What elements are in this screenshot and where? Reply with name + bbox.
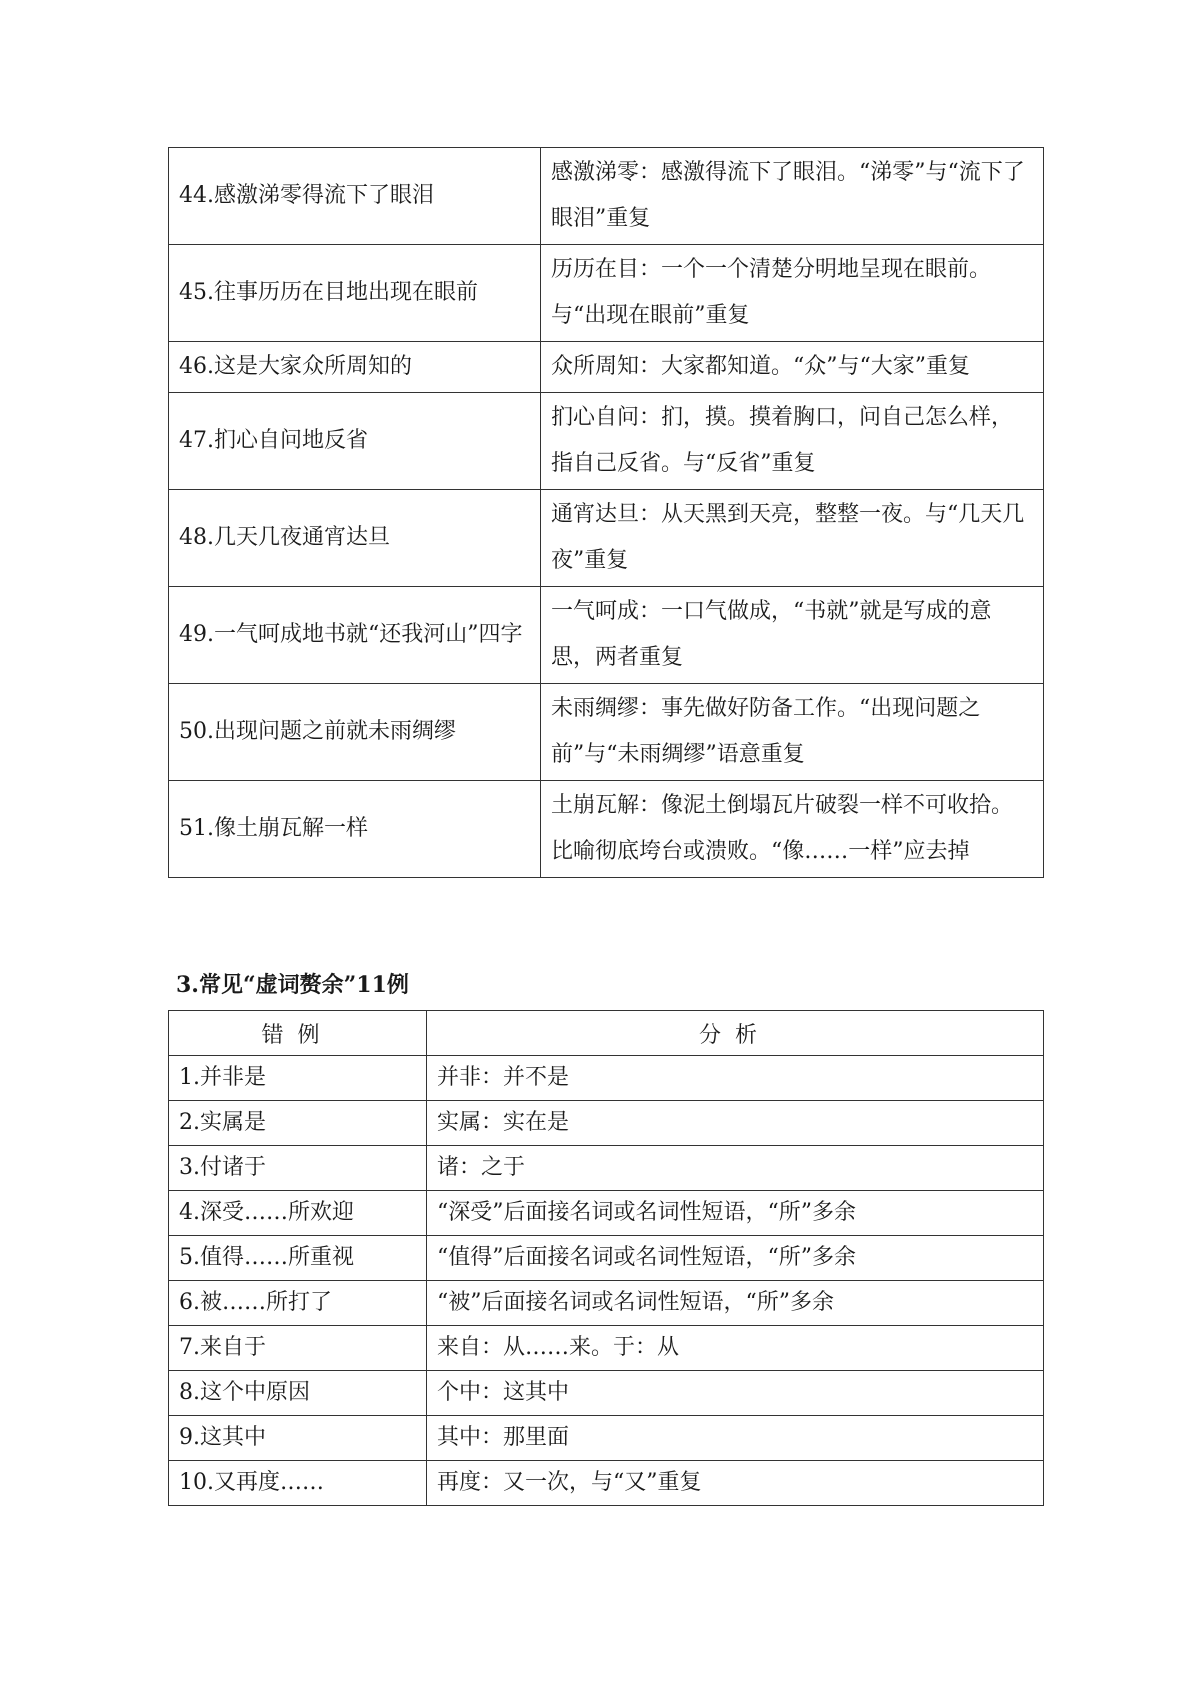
example-cell: 3.付诸于 — [169, 1146, 427, 1191]
analysis-cell: 众所周知：大家都知道。“众”与“大家”重复 — [541, 342, 1044, 393]
analysis-cell: 并非：并不是 — [427, 1056, 1044, 1101]
example-cell: 1.并非是 — [169, 1056, 427, 1101]
analysis-cell: 通宵达旦：从天黑到天亮，整整一夜。与“几天几夜”重复 — [541, 490, 1044, 587]
example-cell: 7.来自于 — [169, 1326, 427, 1371]
example-cell: 45.往事历历在目地出现在眼前 — [169, 245, 541, 342]
table-row — [169, 490, 1044, 587]
analysis-cell: 其中：那里面 — [427, 1416, 1044, 1461]
analysis-cell: 诸：之于 — [427, 1146, 1044, 1191]
analysis-cell: 再度：又一次，与“又”重复 — [427, 1461, 1044, 1506]
example-cell: 2.实属是 — [169, 1101, 427, 1146]
redundancy-table — [168, 147, 1044, 878]
analysis-cell: 未雨绸缪：事先做好防备工作。“出现问题之前”与“未雨绸缪”语意重复 — [541, 684, 1044, 781]
table-row — [169, 781, 1044, 878]
table-row — [169, 1281, 1044, 1326]
example-cell: 44.感激涕零得流下了眼泪 — [169, 148, 541, 245]
table-row — [169, 1191, 1044, 1236]
table-row — [169, 1101, 1044, 1146]
table-row — [169, 1416, 1044, 1461]
column-header-example: 错例 — [169, 1011, 427, 1056]
table-row — [169, 148, 1044, 245]
table-row — [169, 1236, 1044, 1281]
table-row — [169, 684, 1044, 781]
table-row — [169, 342, 1044, 393]
example-cell: 9.这其中 — [169, 1416, 427, 1461]
section-heading: 3.常见“虚词赘余”11例 — [176, 972, 409, 998]
example-cell: 46.这是大家众所周知的 — [169, 342, 541, 393]
function-word-table — [168, 1010, 1044, 1506]
example-cell: 6.被……所打了 — [169, 1281, 427, 1326]
table-row — [169, 1371, 1044, 1416]
analysis-cell: 个中：这其中 — [427, 1371, 1044, 1416]
example-cell: 51.像土崩瓦解一样 — [169, 781, 541, 878]
analysis-cell: 一气呵成：一口气做成，“书就”就是写成的意思，两者重复 — [541, 587, 1044, 684]
table-row — [169, 1461, 1044, 1506]
example-cell: 47.扪心自问地反省 — [169, 393, 541, 490]
table-row — [169, 1326, 1044, 1371]
analysis-cell: 历历在目：一个一个清楚分明地呈现在眼前。与“出现在眼前”重复 — [541, 245, 1044, 342]
table-row — [169, 245, 1044, 342]
analysis-cell: “被”后面接名词或名词性短语，“所”多余 — [427, 1281, 1044, 1326]
table-row — [169, 1056, 1044, 1101]
analysis-cell: 感激涕零：感激得流下了眼泪。“涕零”与“流下了眼泪”重复 — [541, 148, 1044, 245]
analysis-cell: 土崩瓦解：像泥土倒塌瓦片破裂一样不可收拾。比喻彻底垮台或溃败。“像……一样”应去掉 — [541, 781, 1044, 878]
example-cell: 5.值得……所重视 — [169, 1236, 427, 1281]
table-row — [169, 587, 1044, 684]
example-cell: 4.深受……所欢迎 — [169, 1191, 427, 1236]
example-cell: 10.又再度…… — [169, 1461, 427, 1506]
example-cell: 8.这个中原因 — [169, 1371, 427, 1416]
column-header-analysis: 分析 — [427, 1011, 1044, 1056]
analysis-cell: 来自：从……来。于：从 — [427, 1326, 1044, 1371]
analysis-cell: “深受”后面接名词或名词性短语，“所”多余 — [427, 1191, 1044, 1236]
analysis-cell: 扪心自问：扪，摸。摸着胸口，问自己怎么样，指自己反省。与“反省”重复 — [541, 393, 1044, 490]
example-cell: 48.几天几夜通宵达旦 — [169, 490, 541, 587]
example-cell: 49.一气呵成地书就“还我河山”四字 — [169, 587, 541, 684]
analysis-cell: 实属：实在是 — [427, 1101, 1044, 1146]
table-row — [169, 1146, 1044, 1191]
example-cell: 50.出现问题之前就未雨绸缪 — [169, 684, 541, 781]
analysis-cell: “值得”后面接名词或名词性短语，“所”多余 — [427, 1236, 1044, 1281]
table-row — [169, 393, 1044, 490]
table-header-row — [169, 1011, 1044, 1056]
